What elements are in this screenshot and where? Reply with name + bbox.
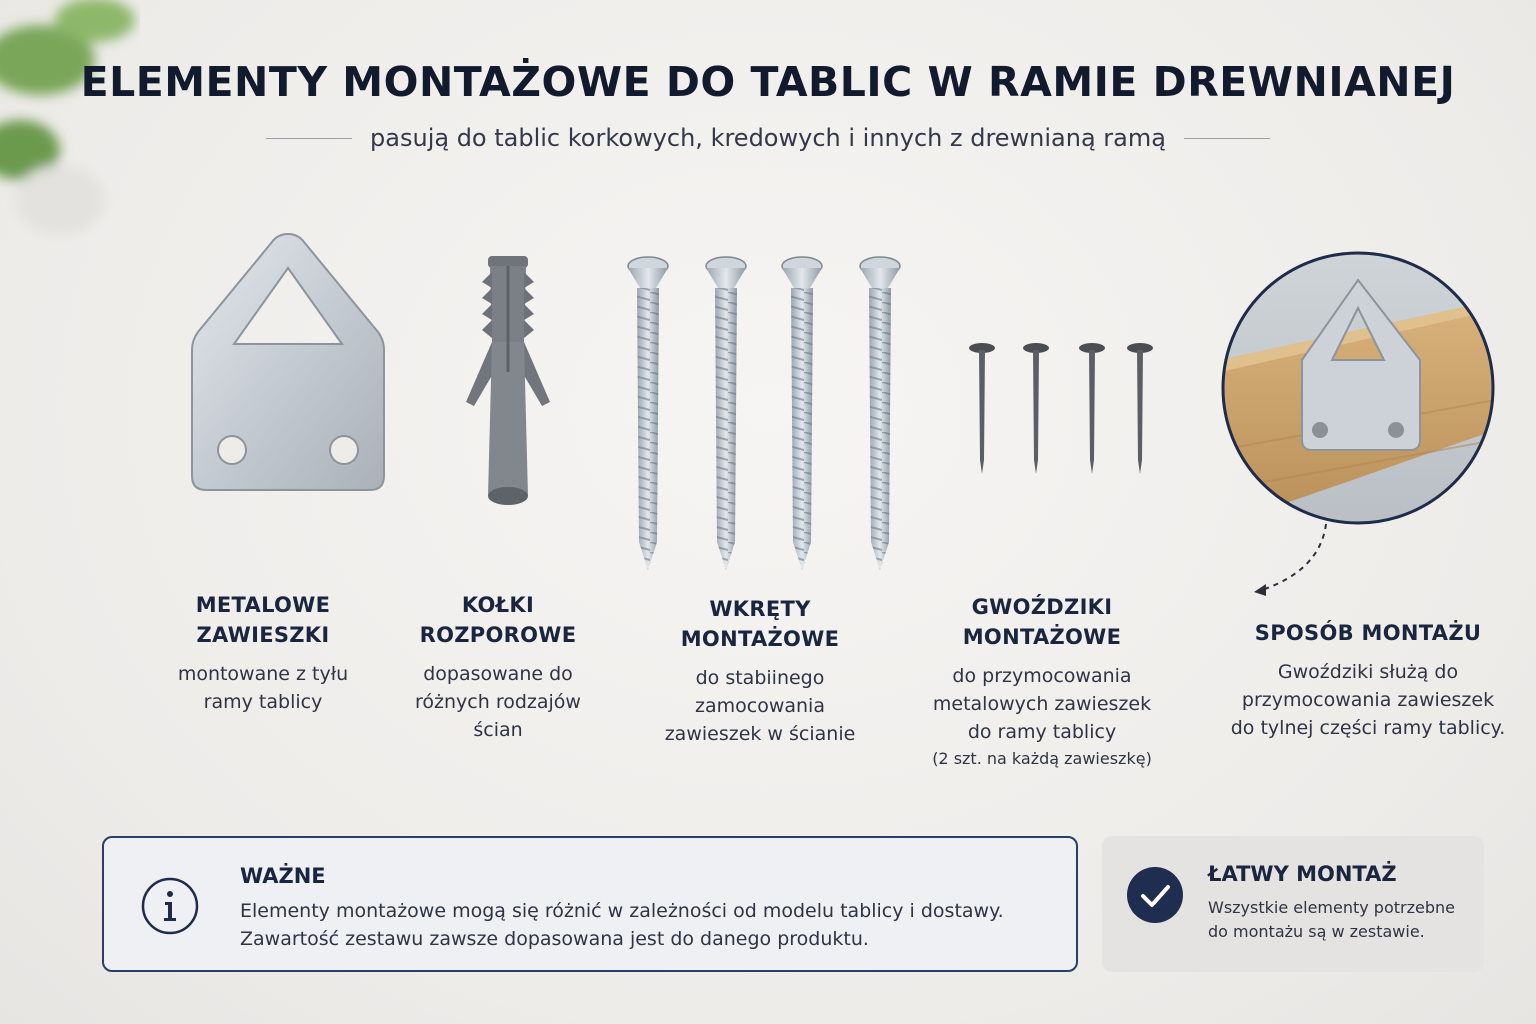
subtitle-divider-left: [266, 138, 352, 139]
important-title: WAŻNE: [240, 864, 326, 888]
item-desc-line: przymocowania zawieszek: [1241, 689, 1495, 711]
subtitle-divider-right: [1184, 138, 1270, 139]
wall-plug-image: [458, 252, 558, 510]
subtitle-row: [0, 124, 1536, 152]
item-title: METALOWE ZAWIESZKI: [195, 593, 331, 647]
easy-line-1: Wszystkie elementy potrzebne: [1208, 898, 1455, 917]
nail-3: [1079, 343, 1105, 474]
nail-1: [969, 343, 995, 474]
item-title: WKRĘTY MONTAŻOWE: [680, 597, 840, 651]
item-desc-line: Gwoździki służą do: [1277, 661, 1459, 683]
item-desc-line: zawieszek w ścianie: [664, 723, 856, 745]
easy-mounting-box: [1102, 836, 1484, 972]
item-title: GWOŹDZIKI MONTAŻOWE: [962, 595, 1122, 649]
screw-4: [860, 257, 900, 570]
info-icon: [140, 876, 200, 936]
page-title: ELEMENTY MONTAŻOWE DO TABLIC W RAMIE DREWNIANEJ: [80, 58, 1456, 106]
item-note: (2 szt. na każdą zawieszkę): [932, 749, 1152, 768]
item-desc-line: montowane z tyłu: [177, 663, 349, 685]
item-title: KOŁKI ROZPOROWE: [419, 593, 577, 647]
easy-title: ŁATWY MONTAŻ: [1208, 862, 1397, 886]
item-label-mounting-method: [1218, 618, 1518, 742]
item-desc-line: różnych rodzajów: [415, 691, 581, 713]
important-notice-box: [102, 836, 1078, 972]
screw-1: [628, 257, 668, 570]
item-label-metal-hangers: [152, 590, 374, 716]
screw-2: [706, 257, 746, 570]
important-line-2: Zawartość zestawu zawsze dopasowana jest do danego produktu.: [240, 928, 869, 950]
item-desc-line: ramy tablicy: [203, 691, 323, 713]
screw-3: [782, 257, 822, 570]
screws-image: [620, 252, 910, 572]
item-desc-line: dopasowane do: [423, 663, 573, 685]
item-desc-line: ścian: [473, 719, 523, 741]
nail-2: [1023, 343, 1049, 474]
item-label-screws: [640, 594, 880, 748]
item-desc-line: zamocowania: [695, 695, 825, 717]
nails-image: [962, 340, 1162, 480]
item-desc-line: do ramy tablicy: [967, 721, 1117, 743]
mounting-example-image: [1220, 250, 1496, 526]
metal-hanger-image: [188, 228, 388, 498]
item-desc-line: metalowych zawieszek: [932, 693, 1152, 715]
important-line-1: Elementy montażowe mogą się różnić w zależności od modelu tablicy i dostawy.: [240, 900, 1004, 922]
check-icon: [1126, 866, 1184, 924]
item-desc-line: do przymocowania: [952, 665, 1132, 687]
item-label-wall-plugs: [388, 590, 608, 744]
easy-line-2: do montażu są w zestawie.: [1208, 922, 1425, 941]
dashed-arrow-icon: [1250, 520, 1340, 600]
item-desc-line: do stabiinego: [695, 667, 825, 689]
page-subtitle: pasują do tablic korkowych, kredowych i innych z drewnianą ramą: [370, 124, 1166, 152]
item-title: SPOSÓB MONTAŻU: [1254, 621, 1482, 645]
nail-4: [1127, 343, 1153, 474]
item-label-nails: [912, 592, 1172, 772]
item-desc-line: do tylnej części ramy tablicy.: [1230, 717, 1506, 739]
